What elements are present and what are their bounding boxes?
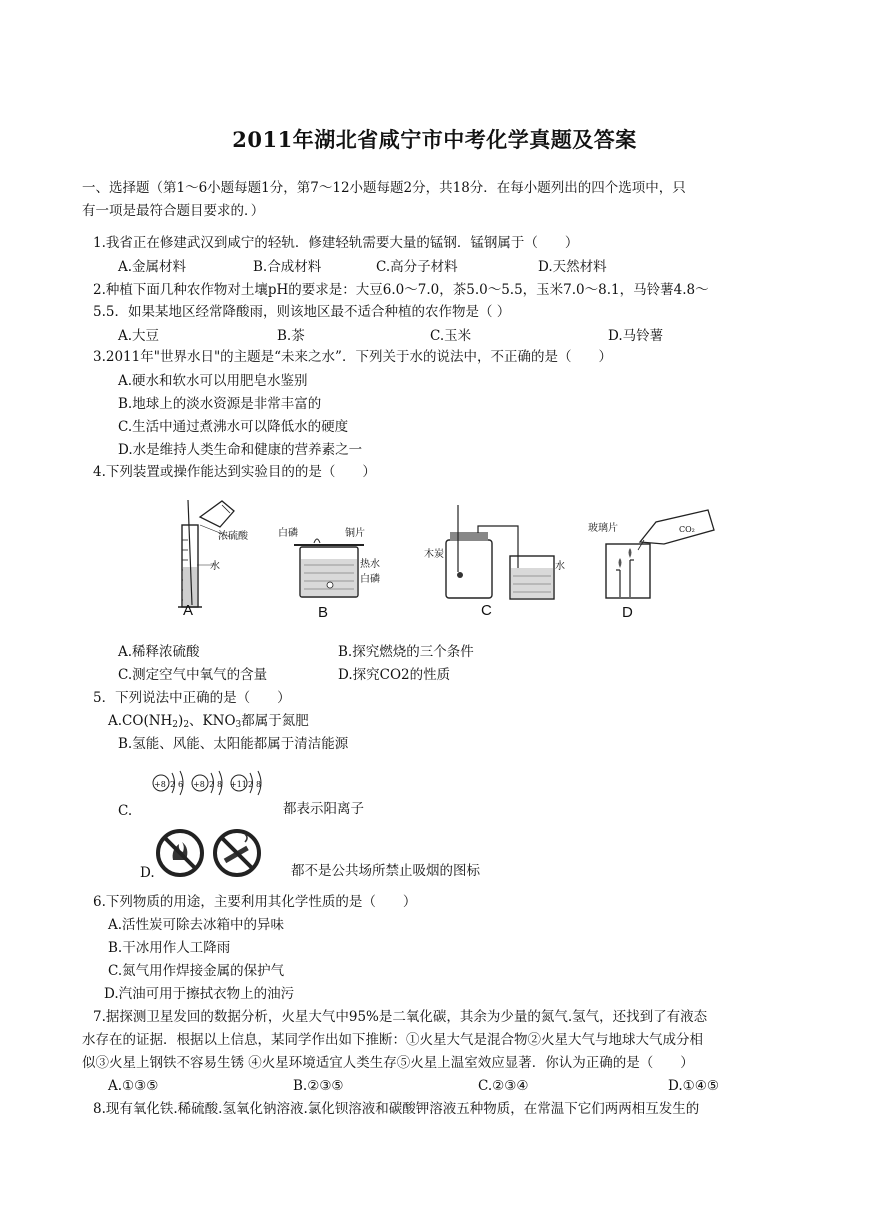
q3-option-a: A.硬水和软水可以用肥皂水鉴别	[118, 373, 308, 389]
q3-option-c: C.生活中通过煮沸水可以降低水的硬度	[118, 419, 349, 435]
q3-stem: 3.2011年"世界水日"的主题是“未来之水”．下列关于水的说法中，不正确的是（ ）	[93, 349, 612, 365]
no-fire-icon	[158, 831, 202, 875]
fig-b-letter: B	[318, 604, 329, 621]
ion1-nucleus: +8	[154, 780, 166, 789]
q7-stem-line2: 水存在的证据．根据以上信息，某同学作出如下推断：①火星大气是混合物②火星大气与地球大气成分相	[82, 1032, 703, 1048]
q3-option-b: B.地球上的淡水资源是非常丰富的	[118, 396, 322, 412]
ion2-shell1: 2	[209, 780, 215, 789]
q6-stem: 6.下列物质的用途，主要利用其化学性质的是（ ）	[93, 894, 417, 910]
ion3-shell2: 8	[256, 780, 262, 789]
q4-option-c: C.测定空气中氧气的含量	[118, 667, 268, 683]
q4-option-a: A.稀释浓硫酸	[118, 644, 200, 660]
q7-option-d: D.①④⑤	[668, 1078, 719, 1094]
q1-stem: 1.我省正在修建武汉到咸宁的轻轨．修建轻轨需要大量的锰钢．锰钢属于（ ）	[93, 235, 579, 251]
page-title: 2011年湖北省咸宁市中考化学真题及答案	[232, 127, 637, 152]
q5-option-a: $A.CO(NH_2)_2$、$KNO_3$都属于氮肥	[108, 713, 309, 730]
fig-b-white-phosphorus-2-label: 白磷	[360, 574, 380, 585]
ion3-nucleus: +11	[230, 780, 247, 789]
q5-ion-diagrams	[150, 767, 266, 809]
no-smoking-icon	[215, 831, 259, 875]
fig-a-water-label: 水	[210, 561, 220, 572]
fig-c-charcoal-label: 木炭	[424, 549, 444, 560]
fig-d-letter: D	[622, 604, 633, 621]
q2-option-c: C.玉米	[430, 328, 472, 344]
q2-option-d: D.马铃薯	[608, 328, 664, 344]
q2-option-b: B.茶	[277, 328, 305, 344]
section-instructions-line1: 一、选择题（第1～6小题每题1分，第7～12小题每题2分，共18分．在每小题列出的四个选项中，只	[82, 180, 686, 196]
q7-stem-line3: 似③火星上钢铁不容易生锈 ④火星环境适宜人类生存⑤火星上温室效应显著．你认为正确的是（ ）	[82, 1055, 694, 1071]
q5-option-d-suffix: 都不是公共场所禁止吸烟的图标	[291, 863, 480, 879]
q2-option-a: A.大豆	[118, 328, 160, 344]
q3-option-d: D.水是维持人类生命和健康的营养素之一	[118, 442, 363, 458]
q7-option-c: C.②③④	[478, 1078, 529, 1094]
q7-option-b: B.②③⑤	[293, 1078, 344, 1094]
q1-option-d: D.天然材料	[538, 259, 607, 275]
q2-stem-line2: 5.5．如果某地区经常降酸雨，则该地区最不适合种植的农作物是（ ）	[93, 304, 511, 320]
fig-b-copper-label: 铜片	[345, 528, 365, 539]
fig-d-glass-label: 玻璃片	[588, 523, 618, 534]
ion3-shell1: 2	[248, 780, 254, 789]
q5-option-b: B.氢能、风能、太阳能都属于清洁能源	[118, 736, 349, 752]
q6-option-a: A.活性炭可除去冰箱中的异味	[108, 917, 285, 933]
q4-option-d: D.探究CO2的性质	[338, 667, 451, 683]
ion2-nucleus: +8	[193, 780, 205, 789]
fig-b-white-phosphorus-label: 白磷	[278, 528, 298, 539]
fig-b-hot-water-label: 热水	[360, 559, 380, 570]
q6-option-d: D.汽油可用于擦拭衣物上的油污	[104, 986, 295, 1002]
q4-option-b: B.探究燃烧的三个条件	[338, 644, 474, 660]
q5-stem: 5．下列说法中正确的是（ ）	[93, 690, 291, 706]
fig-a-acid-label: 浓硫酸	[218, 531, 248, 542]
q1-option-c: C.高分子材料	[376, 259, 458, 275]
q1-option-b: B.合成材料	[253, 259, 322, 275]
q5-option-c-suffix: 都表示阳离子	[283, 801, 364, 817]
q1-option-a: A.金属材料	[118, 259, 187, 275]
q6-option-c: C.氮气用作焊接金属的保护气	[108, 963, 285, 979]
section-instructions-line2: 有一项是最符合题目要求的．）	[82, 203, 265, 219]
fig-a-letter: A	[183, 602, 194, 619]
fig-c-water-label: 水	[555, 561, 565, 572]
q6-option-b: B.干冰用作人工降雨	[108, 940, 231, 956]
ion1-shell1: 2	[170, 780, 176, 789]
q4-stem: 4.下列装置或操作能达到实验目的的是（ ）	[93, 464, 376, 480]
q5-sign-icons	[155, 828, 265, 878]
ion1-shell2: 6	[178, 780, 184, 789]
q4-figure-d	[598, 500, 723, 605]
fig-d-co2-label: CO₂	[679, 525, 695, 534]
q5-option-d-prefix: D.	[140, 865, 155, 881]
q7-option-a: A.①③⑤	[108, 1078, 159, 1094]
fig-c-letter: C	[481, 602, 492, 619]
q5-option-c-prefix: C.	[118, 803, 133, 819]
q7-stem-line1: 7.据探测卫星发回的数据分析，火星大气中95%是二氧化碳，其余为少量的氮气.氢气，还找到了有液态	[93, 1009, 708, 1025]
ion2-shell2: 8	[217, 780, 223, 789]
q2-stem-line1: 2.种植下面几种农作物对土壤pH的要求是：大豆6.0～7.0，茶5.0～5.5，玉米7.0～8.1，马铃薯4.8～	[93, 282, 709, 298]
q8-stem-line1: 8.现有氧化铁.稀硫酸.氢氧化钠溶液.氯化钡溶液和碳酸钾溶液五种物质，在常温下它们两两相互发生的	[93, 1101, 700, 1117]
